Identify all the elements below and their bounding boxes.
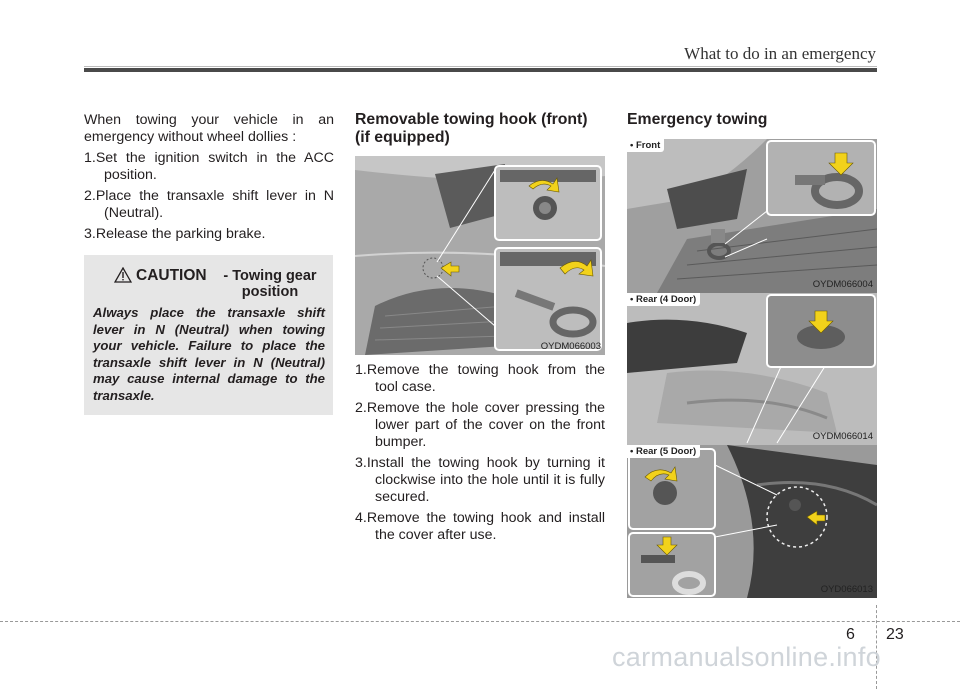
- header-rule: [84, 68, 877, 72]
- figure-tag-rear-5door: • Rear (5 Door): [627, 445, 700, 458]
- hook-step: 3.Install the towing hook by turning it clockwise into the hole until it is fully secured.: [355, 455, 605, 505]
- removable-hook-title: Removable towing hook (front) (if equipped): [355, 111, 588, 146]
- figure-tag-front: • Front: [627, 139, 664, 152]
- rear-5door-towing-figure: [627, 445, 877, 598]
- towing-step: 3.Release the parking brake.: [84, 226, 266, 242]
- hook-step: 4.Remove the towing hook and install the cover after use.: [355, 510, 605, 543]
- rear-5door-illustration: [627, 445, 877, 598]
- chapter-number: 6: [846, 626, 855, 643]
- footer-divider: [0, 621, 960, 622]
- towing-step: 2.Place the transaxle shift lever in N (Neutral).: [84, 188, 334, 221]
- towing-step: 1.Set the ignition switch in the ACC position.: [84, 150, 334, 183]
- caution-box: [84, 255, 333, 415]
- caution-label: CAUTION: [136, 267, 207, 284]
- rear-4door-illustration: [627, 293, 877, 445]
- hook-steps-list: [355, 362, 605, 544]
- towing-steps-list: [84, 150, 334, 243]
- figure-code: OYDM066014: [812, 431, 873, 442]
- bumper-illustration: [355, 156, 605, 355]
- emergency-towing-title: Emergency towing: [627, 111, 768, 128]
- watermark: carmanualsonline.info: [612, 642, 881, 672]
- caution-body: Always place the transaxle shift lever in N (Neutral) when towing your vehicle. Failure to place the transaxle shift lever in N (Neutral) may cause internal damage to the transaxle.: [93, 305, 325, 403]
- figure-tag-rear-4door: • Rear (4 Door): [627, 293, 700, 306]
- figure-code: OYDM066003: [540, 341, 601, 352]
- towing-hook-figure: [355, 156, 605, 355]
- left-column: [84, 112, 334, 247]
- hook-step: 1.Remove the towing hook from the tool case.: [355, 362, 605, 395]
- figure-code: OYD066013: [820, 584, 873, 595]
- rear-4door-towing-figure: [627, 293, 877, 445]
- figure-code: OYDM066004: [812, 279, 873, 290]
- page-number: 23: [886, 626, 904, 643]
- section-title: What to do in an emergency: [684, 44, 876, 63]
- warning-triangle-icon: [114, 267, 132, 283]
- front-bumper-illustration: [627, 139, 877, 293]
- caution-subtitle: - Towing gear position: [223, 268, 317, 300]
- intro-text: When towing your vehicle in an emergency without wheel dollies :: [84, 112, 334, 145]
- hook-step: 2.Remove the hole cover pressing the lower part of the cover on the front bumper.: [355, 400, 605, 450]
- front-towing-figure: [627, 139, 877, 293]
- hook-installation-steps: [355, 362, 605, 548]
